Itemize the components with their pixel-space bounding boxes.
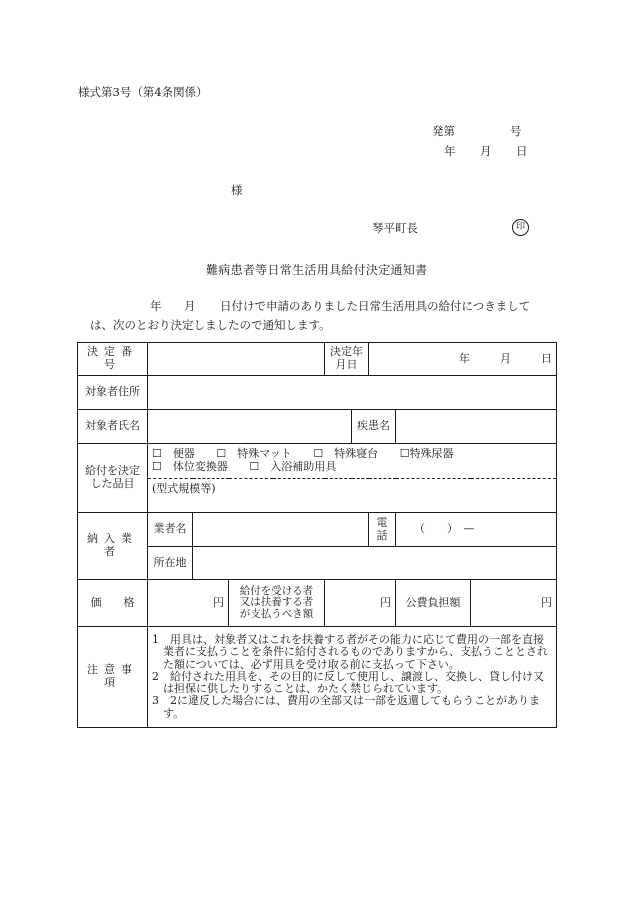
payable-label (229, 580, 325, 627)
note-2: 2 給付された用具を、その目的に反して使用し、譲渡し、交換し、貸し付け又は担保に供したりすることは、かたく禁じられています。 (152, 669, 544, 696)
decision-date-field[interactable] (369, 343, 557, 376)
form-number: 様式第3号（第4条関係） (78, 85, 208, 99)
decision-number-field[interactable] (148, 343, 325, 376)
item-label: 特殊寝台 (334, 447, 379, 460)
item-label: 入浴補助用具 (270, 459, 337, 473)
name-field[interactable] (148, 410, 352, 444)
row-address (78, 376, 557, 410)
note-1: 1 用具は、対象者又はこれを扶養する者がその能力に応じて費用の一部を直接業者に支払うことを条件に給付されるものでありますから、支払うこととされた額については、必ず用具を受け取る前に支払って下さい。 (152, 632, 548, 671)
decision-date-label: 決定年月日 (325, 343, 369, 376)
price-yen: 円 (213, 595, 224, 609)
item-special-urinal[interactable] (400, 448, 454, 461)
issue-date-line (444, 143, 528, 159)
items-label (78, 444, 148, 513)
decision-number-label: 決定番号 (78, 343, 148, 376)
issue-date-year: 年 (444, 144, 456, 158)
document-title: 難病患者等日常生活用具給付決定通知書 (206, 263, 428, 277)
phone-field[interactable] (396, 513, 557, 547)
intro-line-1 (150, 298, 530, 314)
decision-date-month: 月 (500, 351, 511, 365)
row-items-top (78, 444, 557, 479)
intro-line-2: は、次のとおり決定しましたので通知します。 (90, 318, 331, 332)
public-label: 公費負担額 (396, 580, 471, 627)
checkbox-icon: ☐ (152, 447, 162, 460)
payable-field[interactable] (325, 580, 396, 627)
row-price (78, 580, 557, 627)
checkbox-icon: ☐ (313, 447, 324, 460)
price-field[interactable] (148, 580, 229, 627)
payable-label-line1: 給付を受ける者 (239, 584, 314, 597)
issue-number-line (432, 123, 522, 139)
decision-date-day: 日 (541, 351, 552, 365)
row-items-bottom (78, 479, 557, 513)
vendor-label: 納入業者 (78, 513, 148, 580)
note-3: 3 2に違反した場合には、費用の全部又は一部を返還してもらうことがあります。 (152, 694, 540, 720)
issue-date-day: 日 (516, 144, 528, 158)
checkbox-icon: ☐ (216, 447, 227, 460)
row-decision (78, 343, 557, 376)
item-label: 特殊尿器 (409, 447, 454, 460)
row-name (78, 410, 557, 444)
notes-label: 注意事項 (78, 627, 148, 728)
public-field[interactable] (471, 580, 557, 627)
decision-table (77, 342, 557, 728)
price-label: 価 格 (78, 580, 148, 627)
issue-suffix: 号 (510, 124, 522, 138)
seal-mark: 印 (512, 219, 529, 236)
notes-content (148, 627, 557, 728)
items-checklist (148, 444, 557, 479)
payable-yen: 円 (380, 595, 391, 609)
intro-text-1: 日付けで申請のありました日常生活用具の給付につきまして (220, 299, 531, 313)
item-label: 便器 (172, 447, 195, 460)
vendor-name-label: 業者名 (148, 513, 193, 547)
item-label: 体位変換器 (172, 459, 228, 473)
intro-month: 月 (184, 299, 196, 313)
issue-date-month: 月 (480, 144, 492, 158)
address-label: 対象者住所 (78, 376, 148, 410)
item-position-changer[interactable] (152, 461, 228, 474)
disease-label: 疾患名 (352, 410, 396, 444)
intro-year: 年 (150, 299, 162, 313)
addressee-honorific: 様 (231, 183, 243, 197)
items-label-line1: 給付を決定 (85, 464, 140, 478)
item-bath-aid[interactable] (249, 461, 336, 474)
payable-label-line2: 又は扶養する者 (239, 596, 314, 609)
phone-label: 電話 (369, 513, 396, 547)
public-yen: 円 (541, 595, 552, 609)
payable-label-line3: が支払うべき額 (239, 607, 314, 620)
model-field[interactable] (148, 479, 557, 513)
row-notes (78, 627, 557, 728)
location-field[interactable] (193, 547, 557, 580)
item-label: 特殊マット (237, 447, 292, 460)
issue-prefix: 発第 (432, 124, 455, 138)
disease-field[interactable] (396, 410, 557, 444)
name-label: 対象者氏名 (78, 410, 148, 444)
issuer-name: 琴平町長 (372, 221, 418, 235)
address-field[interactable] (148, 376, 557, 410)
row-vendor-location (78, 547, 557, 580)
phone-format: （ ） — (414, 522, 475, 536)
checkbox-icon: ☐ (399, 447, 410, 460)
checkbox-icon: ☐ (152, 459, 162, 473)
checkbox-icon: ☐ (249, 459, 260, 473)
model-label: (型式規模等) (152, 482, 216, 495)
decision-date-year: 年 (459, 351, 470, 365)
row-vendor-name (78, 513, 557, 547)
vendor-name-field[interactable] (193, 513, 369, 547)
location-label: 所在地 (148, 547, 193, 580)
items-label-line2: した品目 (90, 477, 135, 490)
